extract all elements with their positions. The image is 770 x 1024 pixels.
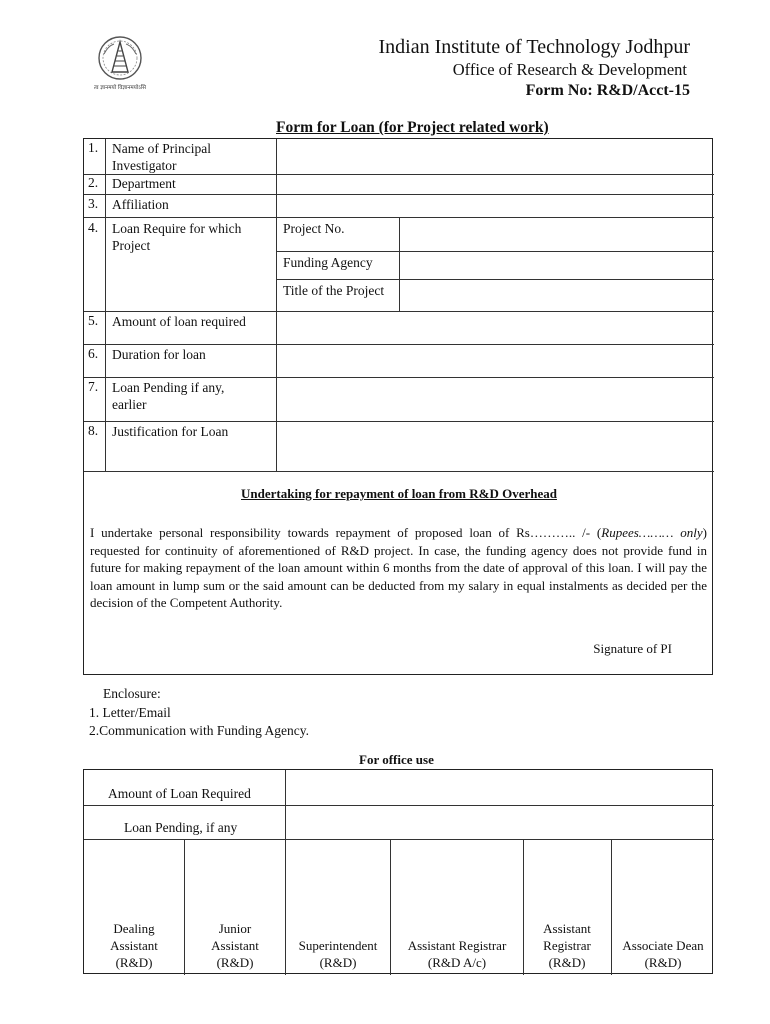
row-number: 2. — [88, 175, 99, 190]
label-principal-investigator: Name of Principal Investigator — [112, 141, 211, 173]
form-number: Form No: R&D/Acct-15 — [525, 82, 690, 99]
label-loan-pending: Loan Pending if any, earlier — [112, 380, 225, 412]
principal-investigator-field[interactable] — [277, 140, 713, 174]
department-field[interactable] — [277, 175, 713, 194]
label-loan-project: Loan Require for which Project — [112, 221, 242, 253]
duration-field[interactable] — [277, 345, 713, 377]
row-number: 1. — [88, 140, 99, 155]
enclosure-title: Enclosure: — [103, 686, 161, 701]
project-title-field[interactable] — [400, 280, 713, 311]
enclosure-item: 1. Letter/Email — [89, 704, 171, 720]
row-number: 7. — [88, 379, 99, 394]
justification-field[interactable] — [277, 422, 713, 471]
institute-name: Indian Institute of Technology Jodhpur — [378, 36, 690, 58]
label-duration: Duration for loan — [112, 347, 206, 362]
enclosure-item: 2.Communication with Funding Agency. — [89, 723, 309, 738]
office-amount-label: Amount of Loan Required — [108, 786, 251, 801]
funding-agency-field[interactable] — [400, 252, 713, 279]
project-no-field[interactable] — [400, 218, 713, 251]
signatory-dealing-assistant: Dealing Assistant (R&D) — [110, 921, 158, 970]
signature-of-pi: Signature of PI — [593, 641, 672, 656]
label-project-title: Title of the Project — [283, 283, 385, 298]
row-number: 3. — [88, 196, 99, 211]
loan-pending-field[interactable] — [277, 378, 713, 421]
row-number: 6. — [88, 346, 99, 361]
signatory-assistant-registrar: Assistant Registrar (R&D) — [543, 921, 591, 970]
row-number: 5. — [88, 313, 99, 328]
office-use-title: For office use — [359, 752, 434, 767]
office-use-table — [83, 769, 713, 974]
amount-required-field[interactable] — [277, 312, 713, 344]
office-pending-field[interactable] — [286, 806, 713, 839]
undertaking-title: Undertaking for repayment of loan from R&D Overhead — [241, 486, 557, 501]
signatory-superintendent: Superintendent (R&D) — [298, 938, 378, 970]
label-justification: Justification for Loan — [112, 424, 229, 439]
label-project-no: Project No. — [283, 221, 345, 236]
form-title: Form for Loan (for Project related work) — [276, 119, 549, 136]
enclosure-section — [89, 685, 309, 741]
row-number: 8. — [88, 423, 99, 438]
label-funding-agency: Funding Agency — [283, 255, 373, 270]
row-number: 4. — [88, 220, 99, 235]
iit-jodhpur-logo — [90, 32, 162, 94]
label-affiliation: Affiliation — [112, 197, 169, 212]
undertaking-text: I undertake personal responsibility towards repayment of proposed loan of Rs……….. /- (Rupees……… only) requested for continuity of aforementioned of R&D project. In case, the funding agency does not provide fund in future for making repayment of the loan amount within 6 months from the date of approval of this loan. I will pay the loan amount in lump sum or the said amount can be deducted from my salary in equal instalments as decided per the decision of the Competent Authority. — [90, 525, 707, 610]
office-pending-label: Loan Pending, if any — [124, 820, 238, 835]
loan-form-table — [83, 138, 713, 675]
label-amount-required: Amount of loan required — [112, 314, 246, 329]
signatory-assistant-registrar-ac: Assistant Registrar (R&D A/c) — [407, 938, 507, 970]
office-name: Office of Research & Development — [452, 60, 687, 79]
signatory-junior-assistant: Junior Assistant (R&D) — [211, 921, 259, 970]
office-amount-field[interactable] — [286, 771, 713, 805]
label-department: Department — [112, 176, 176, 191]
signatory-associate-dean: Associate Dean (R&D) — [622, 938, 704, 970]
logo-motto: त्व ज्ञानमयो विज्ञानमयोऽसि — [93, 85, 147, 91]
affiliation-field[interactable] — [277, 195, 713, 217]
